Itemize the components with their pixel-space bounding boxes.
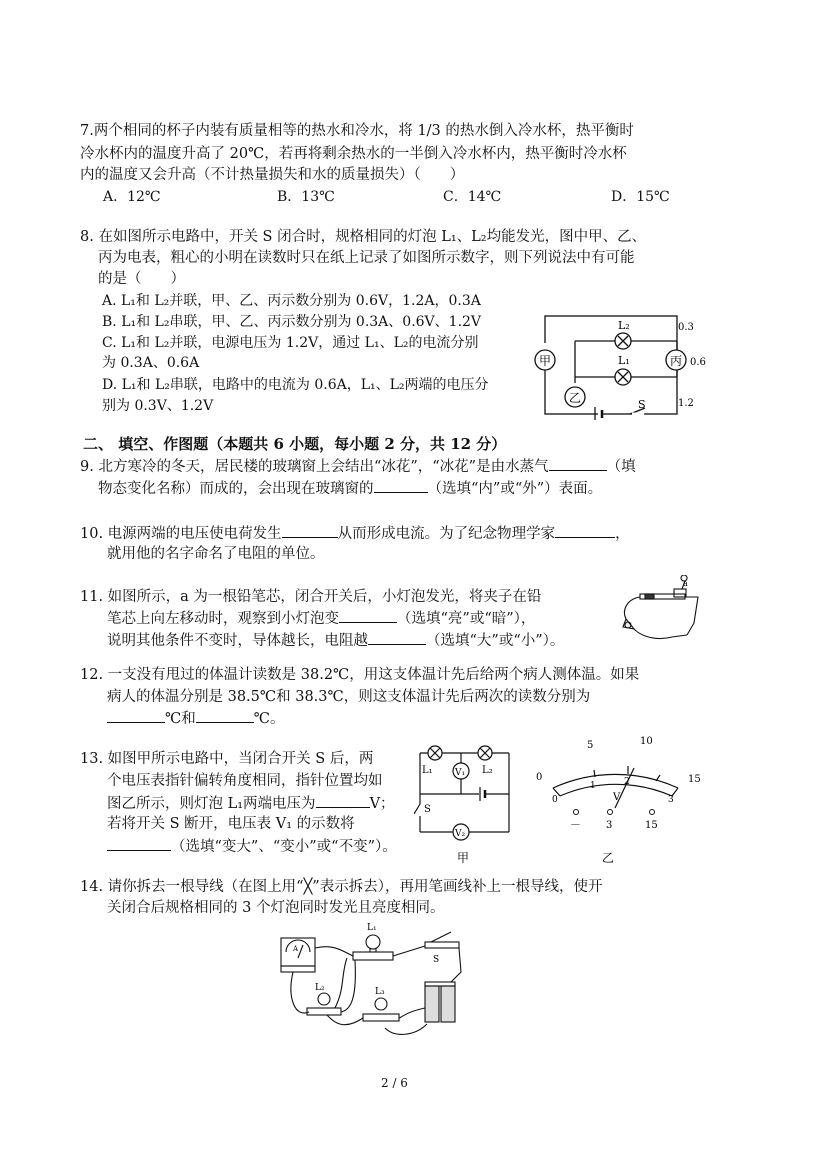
q8-line1: 8. 在如图所示电路中，开关 S 闭合时，规格相同的灯泡 L₁、L₂均能发光，图中甲、乙、 bbox=[80, 229, 647, 245]
q11-line1: 11. 如图所示，a 为一根铅笔芯，闭合开关后，小灯泡发光，将夹子在铅 bbox=[80, 589, 542, 605]
q11-line3 bbox=[107, 630, 564, 651]
q12-text-2: ℃。 bbox=[253, 711, 285, 727]
q14-label-l2: L₂ bbox=[315, 983, 325, 993]
q8-option-b: B. L₁和 L₂串联，甲、乙、丙示数分别为 0.3A、0.6V、1.2V bbox=[102, 314, 482, 330]
q13-jia-v2: V₂ bbox=[455, 829, 466, 839]
q13-outer-5: 5 bbox=[587, 740, 594, 751]
q13-circuit-jia bbox=[414, 738, 514, 868]
q8-option-c-line1: C. L₁和 L₂并联，电源电压为 1.2V，通过 L₁、L₂的电流分别 bbox=[102, 335, 479, 351]
q7-line3: 内的温度又会升高（不计热量损失和水的质量损失）（ ） bbox=[80, 167, 465, 183]
q13-line4: 若将开关 S 断开，电压表 V₁ 的示数将 bbox=[107, 816, 355, 832]
q10-line2: 就用他的名字命名了电阻的单位。 bbox=[107, 546, 325, 562]
q13-blank-2[interactable] bbox=[107, 836, 171, 851]
q11-text-4: （选填“大”或“小”）。 bbox=[426, 633, 565, 649]
q7-option-d: D．15℃ bbox=[611, 189, 670, 205]
q8-reading-03: 0.3 bbox=[678, 322, 694, 333]
q11-text-1: 笔芯上向左移动时，观察到小灯泡变 bbox=[107, 611, 339, 627]
q9-text-1: 9. 北方寒冷的冬天，居民楼的玻璃窗上会结出“冰花”，“冰花”是由水蒸气 bbox=[80, 459, 549, 475]
q13-outer-10: 10 bbox=[640, 736, 653, 747]
q14-label-l1: L₁ bbox=[367, 923, 377, 933]
q9-text-2: （填 bbox=[606, 459, 636, 475]
q9-text-4: （选填“内”或“外”）表面。 bbox=[427, 481, 603, 497]
q13-inner-3: 3 bbox=[668, 795, 674, 805]
q13-jia-s: S bbox=[424, 804, 431, 815]
q13-line3 bbox=[107, 793, 395, 814]
q7-option-b: B．13℃ bbox=[277, 189, 335, 205]
q9-text-3: 物态变化名称）而成的，会出现在玻璃窗的 bbox=[98, 481, 374, 497]
q11-line2 bbox=[107, 608, 535, 629]
q13-caption-yi: 乙 bbox=[602, 851, 615, 865]
q13-term-neg: － bbox=[570, 818, 581, 831]
q8-option-d-line1: D. L₁和 L₂串联，电路中的电流为 0.6A，L₁、L₂两端的电压分 bbox=[102, 377, 489, 393]
q13-term-15: 15 bbox=[645, 820, 658, 831]
q8-meter-jia: 甲 bbox=[539, 354, 552, 368]
q14-physical-circuit-figure bbox=[275, 918, 475, 1040]
q10-blank-2[interactable] bbox=[555, 523, 615, 538]
q9-blank-1[interactable] bbox=[549, 456, 607, 471]
q14-line2: 关闭合后规格相同的 3 个灯泡同时发光且亮度相同。 bbox=[107, 900, 445, 916]
q8-reading-06: 0.6 bbox=[690, 357, 706, 368]
page-number: 2 / 6 bbox=[381, 1076, 408, 1090]
q13-line2: 个电压表指针偏转角度相同，指针位置均如 bbox=[107, 773, 383, 789]
q11-text-2: （选填“亮”或“暗”）， bbox=[397, 611, 536, 627]
q14-label-l3: L₃ bbox=[375, 987, 385, 997]
q11-label-a: a bbox=[683, 579, 688, 588]
q13-blank-1[interactable] bbox=[316, 793, 370, 808]
q7-option-a: A．12℃ bbox=[103, 189, 161, 205]
q8-option-d-line2: 别为 0.3V、1.2V bbox=[102, 398, 214, 414]
q7-line2: 冷水杯内的温度升高了 20℃，若再将剩余热水的一半倒入冷水杯内，热平衡时冷水杯 bbox=[80, 146, 627, 162]
q12-text-1: ℃和 bbox=[165, 711, 196, 727]
q8-line3: 的是（ ） bbox=[98, 271, 185, 287]
q11-text-3: 说明其他条件不变时，导体越长，电阻越 bbox=[107, 633, 368, 649]
q13-caption-jia: 甲 bbox=[457, 851, 470, 865]
q9-line1 bbox=[80, 456, 636, 477]
q8-reading-12: 1.2 bbox=[678, 398, 694, 409]
q8-option-a: A. L₁和 L₂并联，甲、乙、丙示数分别为 0.6V，1.2A，0.3A bbox=[102, 293, 481, 309]
q8-circuit-diagram bbox=[530, 308, 710, 420]
q14-line1: 14. 请你拆去一根导线（在图上用“╳”表示拆去），再用笔画线补上一根导线，使开 bbox=[80, 879, 603, 895]
q12-line3 bbox=[107, 708, 284, 729]
q13-line5 bbox=[107, 836, 397, 857]
q13-line1: 13. 如图甲所示电路中，当闭合开关 S 后，两 bbox=[80, 751, 374, 767]
q13-inner-1: 1 bbox=[590, 781, 596, 791]
q10-blank-1[interactable] bbox=[282, 523, 338, 538]
q8-label-s: S bbox=[638, 398, 646, 411]
section-2-heading: 二、 填空、作图题（本题共 6 小题，每小题 2 分，共 12 分） bbox=[83, 435, 507, 453]
q12-line1: 12. 一支没有甩过的体温计读数是 38.2℃，用这支体温计先后给两个病人测体温。如果 bbox=[80, 667, 640, 683]
q13-jia-l2: L₂ bbox=[482, 765, 493, 776]
q13-outer-0: 0 bbox=[536, 772, 543, 783]
q13-unit-v: V bbox=[613, 792, 621, 803]
q11-blank-1[interactable] bbox=[339, 608, 397, 623]
q8-meter-yi: 乙 bbox=[569, 391, 582, 405]
q10-line1 bbox=[80, 523, 630, 544]
q7-option-c: C．14℃ bbox=[443, 189, 502, 205]
q13-inner-2: 2 bbox=[624, 777, 630, 787]
q14-label-s: S bbox=[433, 955, 440, 965]
q8-meter-bing: 丙 bbox=[670, 354, 683, 368]
q7-line1: 7.两个相同的杯子内装有质量相等的热水和冷水，将 1/3 的热水倒入冷水杯，热平衡时 bbox=[80, 123, 634, 139]
q10-text-3: ， bbox=[615, 526, 630, 542]
q11-blank-2[interactable] bbox=[368, 630, 426, 645]
q10-text-1: 10. 电源两端的电压使电荷发生 bbox=[80, 526, 282, 542]
q10-text-2: 从而形成电流。为了纪念物理学家 bbox=[337, 526, 556, 542]
q13-text-3: （选填“变大”、“变小”或“不变”）。 bbox=[171, 839, 397, 855]
q12-line2: 病人的体温分别是 38.5℃和 38.3℃，则这支体温计先后两次的读数分别为 bbox=[107, 689, 591, 705]
q8-option-c-line2: 为 0.3A、0.6A bbox=[102, 355, 200, 371]
q11-pencil-circuit-figure bbox=[612, 575, 712, 647]
q14-ammeter-a: A bbox=[293, 945, 299, 953]
q9-blank-2[interactable] bbox=[374, 478, 428, 493]
q13-voltmeter-dial-yi bbox=[530, 730, 710, 870]
q13-term-3: 3 bbox=[606, 820, 613, 831]
q13-jia-v1: V₁ bbox=[455, 768, 466, 778]
q8-line2: 丙为电表，粗心的小明在读数时只在纸上记录了如图所示数字，则下列说法中有可能 bbox=[98, 250, 635, 266]
q13-text-2: V； bbox=[369, 796, 395, 812]
q13-jia-l1: L₁ bbox=[422, 765, 433, 776]
q12-blank-2[interactable] bbox=[196, 708, 254, 723]
q8-label-l2: L₂ bbox=[618, 319, 630, 332]
q13-outer-15: 15 bbox=[688, 774, 701, 785]
q8-label-l1: L₁ bbox=[618, 354, 630, 367]
q12-blank-1[interactable] bbox=[107, 708, 165, 723]
q13-text-1: 图乙所示，则灯泡 L₁两端电压为 bbox=[107, 796, 316, 812]
q13-inner-0: 0 bbox=[552, 795, 558, 805]
q9-line2 bbox=[98, 478, 602, 499]
